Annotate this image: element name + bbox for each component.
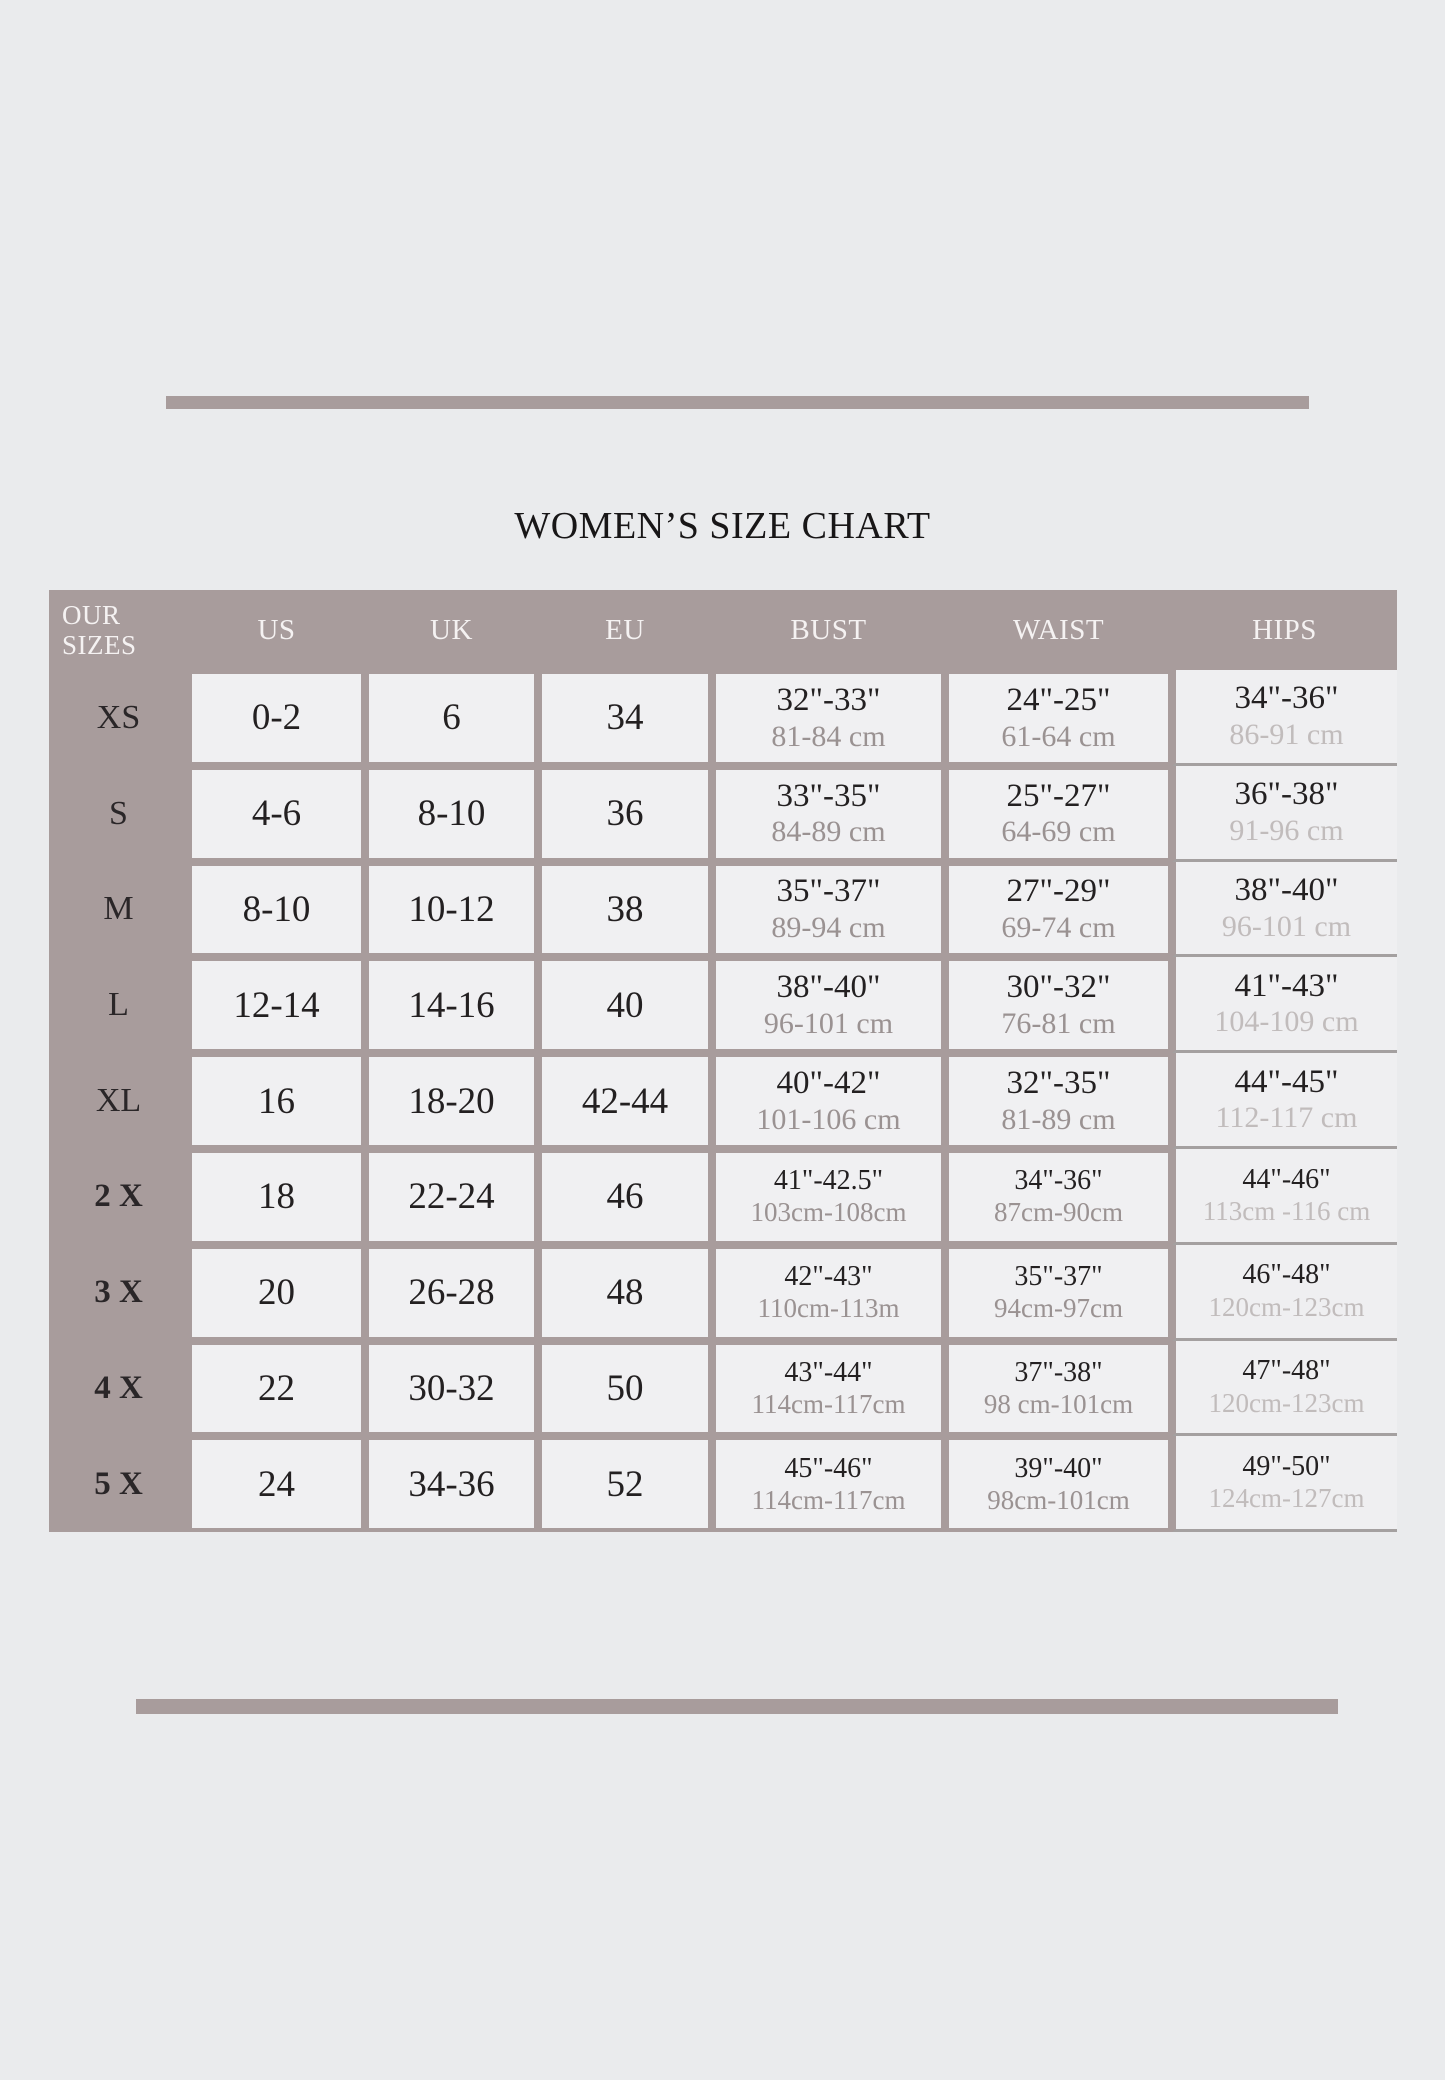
hips-inches: 44"-46": [1242, 1163, 1331, 1195]
hips-inches: 41"-43": [1234, 967, 1339, 1004]
hips-cm: 120cm-123cm: [1208, 1291, 1365, 1322]
waist-cm: 87cm-90cm: [994, 1197, 1123, 1228]
bust-cm: 81-84 cm: [771, 719, 886, 753]
header-uk: UK: [365, 590, 538, 670]
uk-cell: 8-10: [365, 766, 538, 862]
hips-inches: 36"-38": [1234, 776, 1339, 813]
page-title: WOMEN’S SIZE CHART: [514, 505, 931, 547]
size-label: 3 X: [49, 1245, 188, 1341]
uk-cell: 14-16: [365, 957, 538, 1053]
size-label: XL: [49, 1053, 188, 1149]
waist-cm: 98cm-101cm: [987, 1484, 1130, 1515]
us-cell: 0-2: [188, 670, 365, 766]
hips-cell: [1172, 670, 1397, 766]
waist-cell: [945, 957, 1172, 1053]
uk-cell: 10-12: [365, 862, 538, 958]
hips-cell: [1172, 766, 1397, 862]
hips-inches: 34"-36": [1234, 680, 1339, 717]
bust-inches: 43"-44": [784, 1356, 873, 1388]
waist-inches: 30"-32": [1006, 969, 1111, 1006]
us-cell: 24: [188, 1436, 365, 1532]
bust-inches: 40"-42": [776, 1065, 881, 1102]
hips-cell: [1172, 1341, 1397, 1437]
waist-cm: 81-89 cm: [1001, 1102, 1116, 1136]
hips-cell: [1172, 1149, 1397, 1245]
hips-inches: 49"-50": [1242, 1451, 1331, 1483]
hips-cm: 91-96 cm: [1229, 813, 1344, 847]
waist-cell: [945, 670, 1172, 766]
hips-inches: 46"-48": [1242, 1259, 1331, 1291]
bust-cell: [712, 1245, 945, 1341]
us-cell: 18: [188, 1149, 365, 1245]
bust-cell: [712, 766, 945, 862]
waist-inches: 25"-27": [1006, 777, 1111, 814]
waist-cm: 61-64 cm: [1001, 719, 1116, 753]
hips-cm: 113cm -116 cm: [1202, 1195, 1371, 1226]
hips-cell: [1172, 1053, 1397, 1149]
us-cell: 22: [188, 1341, 365, 1437]
eu-cell: 48: [538, 1245, 712, 1341]
waist-cell: [945, 1436, 1172, 1532]
eu-cell: 34: [538, 670, 712, 766]
header-eu: EU: [538, 590, 712, 670]
header-hips: HIPS: [1172, 590, 1397, 670]
uk-cell: 6: [365, 670, 538, 766]
eu-cell: 50: [538, 1341, 712, 1437]
eu-cell: 40: [538, 957, 712, 1053]
waist-cell: [945, 1245, 1172, 1341]
hips-cell: [1172, 957, 1397, 1053]
size-label: 2 X: [49, 1149, 188, 1245]
waist-cm: 98 cm-101cm: [983, 1389, 1134, 1420]
hips-inches: 38"-40": [1234, 871, 1339, 908]
us-cell: 12-14: [188, 957, 365, 1053]
waist-inches: 24"-25": [1006, 681, 1111, 718]
header-us: US: [188, 590, 365, 670]
bottom-divider-bar: [136, 1699, 1338, 1714]
hips-cm: 104-109 cm: [1214, 1005, 1359, 1039]
bust-cell: [712, 1341, 945, 1437]
us-cell: 4-6: [188, 766, 365, 862]
hips-inches: 44"-45": [1234, 1063, 1339, 1100]
waist-inches: 35"-37": [1014, 1260, 1103, 1292]
uk-cell: 18-20: [365, 1053, 538, 1149]
uk-cell: 34-36: [365, 1436, 538, 1532]
hips-cm: 124cm-127cm: [1208, 1483, 1365, 1514]
bust-inches: 42"-43": [784, 1260, 873, 1292]
size-label: 4 X: [49, 1341, 188, 1437]
uk-cell: 26-28: [365, 1245, 538, 1341]
size-label: L: [49, 957, 188, 1053]
size-label: 5 X: [49, 1436, 188, 1532]
bust-cell: [712, 1149, 945, 1245]
bust-cell: [712, 1053, 945, 1149]
bust-cm: 89-94 cm: [771, 911, 886, 945]
header-waist: WAIST: [945, 590, 1172, 670]
bust-inches: 33"-35": [776, 777, 881, 814]
eu-cell: 36: [538, 766, 712, 862]
bust-cm: 101-106 cm: [756, 1102, 901, 1136]
eu-cell: 42-44: [538, 1053, 712, 1149]
bust-cm: 103cm-108cm: [750, 1197, 907, 1228]
eu-cell: 38: [538, 862, 712, 958]
bust-inches: 35"-37": [776, 873, 881, 910]
uk-cell: 22-24: [365, 1149, 538, 1245]
hips-cm: 96-101 cm: [1221, 909, 1352, 943]
hips-cell: [1172, 862, 1397, 958]
us-cell: 20: [188, 1245, 365, 1341]
waist-inches: 39"-40": [1014, 1452, 1103, 1484]
waist-cm: 69-74 cm: [1001, 911, 1116, 945]
hips-cm: 112-117 cm: [1215, 1101, 1358, 1135]
size-label: S: [49, 766, 188, 862]
waist-cell: [945, 766, 1172, 862]
waist-cm: 64-69 cm: [1001, 815, 1116, 849]
waist-cell: [945, 1053, 1172, 1149]
top-divider-bar: [166, 396, 1309, 409]
waist-inches: 32"-35": [1006, 1065, 1111, 1102]
us-cell: 8-10: [188, 862, 365, 958]
waist-cell: [945, 862, 1172, 958]
header-bust: BUST: [712, 590, 945, 670]
bust-cm: 84-89 cm: [771, 815, 886, 849]
bust-cm: 96-101 cm: [763, 1006, 894, 1040]
size-label: M: [49, 862, 188, 958]
eu-cell: 52: [538, 1436, 712, 1532]
waist-inches: 37"-38": [1014, 1356, 1103, 1388]
bust-cell: [712, 862, 945, 958]
waist-inches: 34"-36": [1014, 1165, 1103, 1197]
uk-cell: 30-32: [365, 1341, 538, 1437]
bust-cell: [712, 957, 945, 1053]
bust-cm: 114cm-117cm: [751, 1389, 906, 1420]
waist-cell: [945, 1341, 1172, 1437]
bust-cm: 110cm-113m: [757, 1293, 900, 1324]
bust-inches: 38"-40": [776, 969, 881, 1006]
size-chart-table: [49, 590, 1397, 1532]
hips-cell: [1172, 1436, 1397, 1532]
waist-inches: 27"-29": [1006, 873, 1111, 910]
bust-inches: 32"-33": [776, 681, 881, 718]
bust-inches: 45"-46": [784, 1452, 873, 1484]
bust-cm: 114cm-117cm: [751, 1484, 906, 1515]
hips-cm: 86-91 cm: [1229, 718, 1344, 752]
header-our-sizes: OUR SIZES: [49, 590, 188, 670]
us-cell: 16: [188, 1053, 365, 1149]
bust-cell: [712, 670, 945, 766]
hips-inches: 47"-48": [1242, 1355, 1331, 1387]
size-label: XS: [49, 670, 188, 766]
hips-cell: [1172, 1245, 1397, 1341]
waist-cm: 76-81 cm: [1001, 1006, 1116, 1040]
hips-cm: 120cm-123cm: [1208, 1387, 1365, 1418]
bust-inches: 41"-42.5": [773, 1165, 884, 1197]
eu-cell: 46: [538, 1149, 712, 1245]
bust-cell: [712, 1436, 945, 1532]
waist-cm: 94cm-97cm: [994, 1293, 1123, 1324]
waist-cell: [945, 1149, 1172, 1245]
